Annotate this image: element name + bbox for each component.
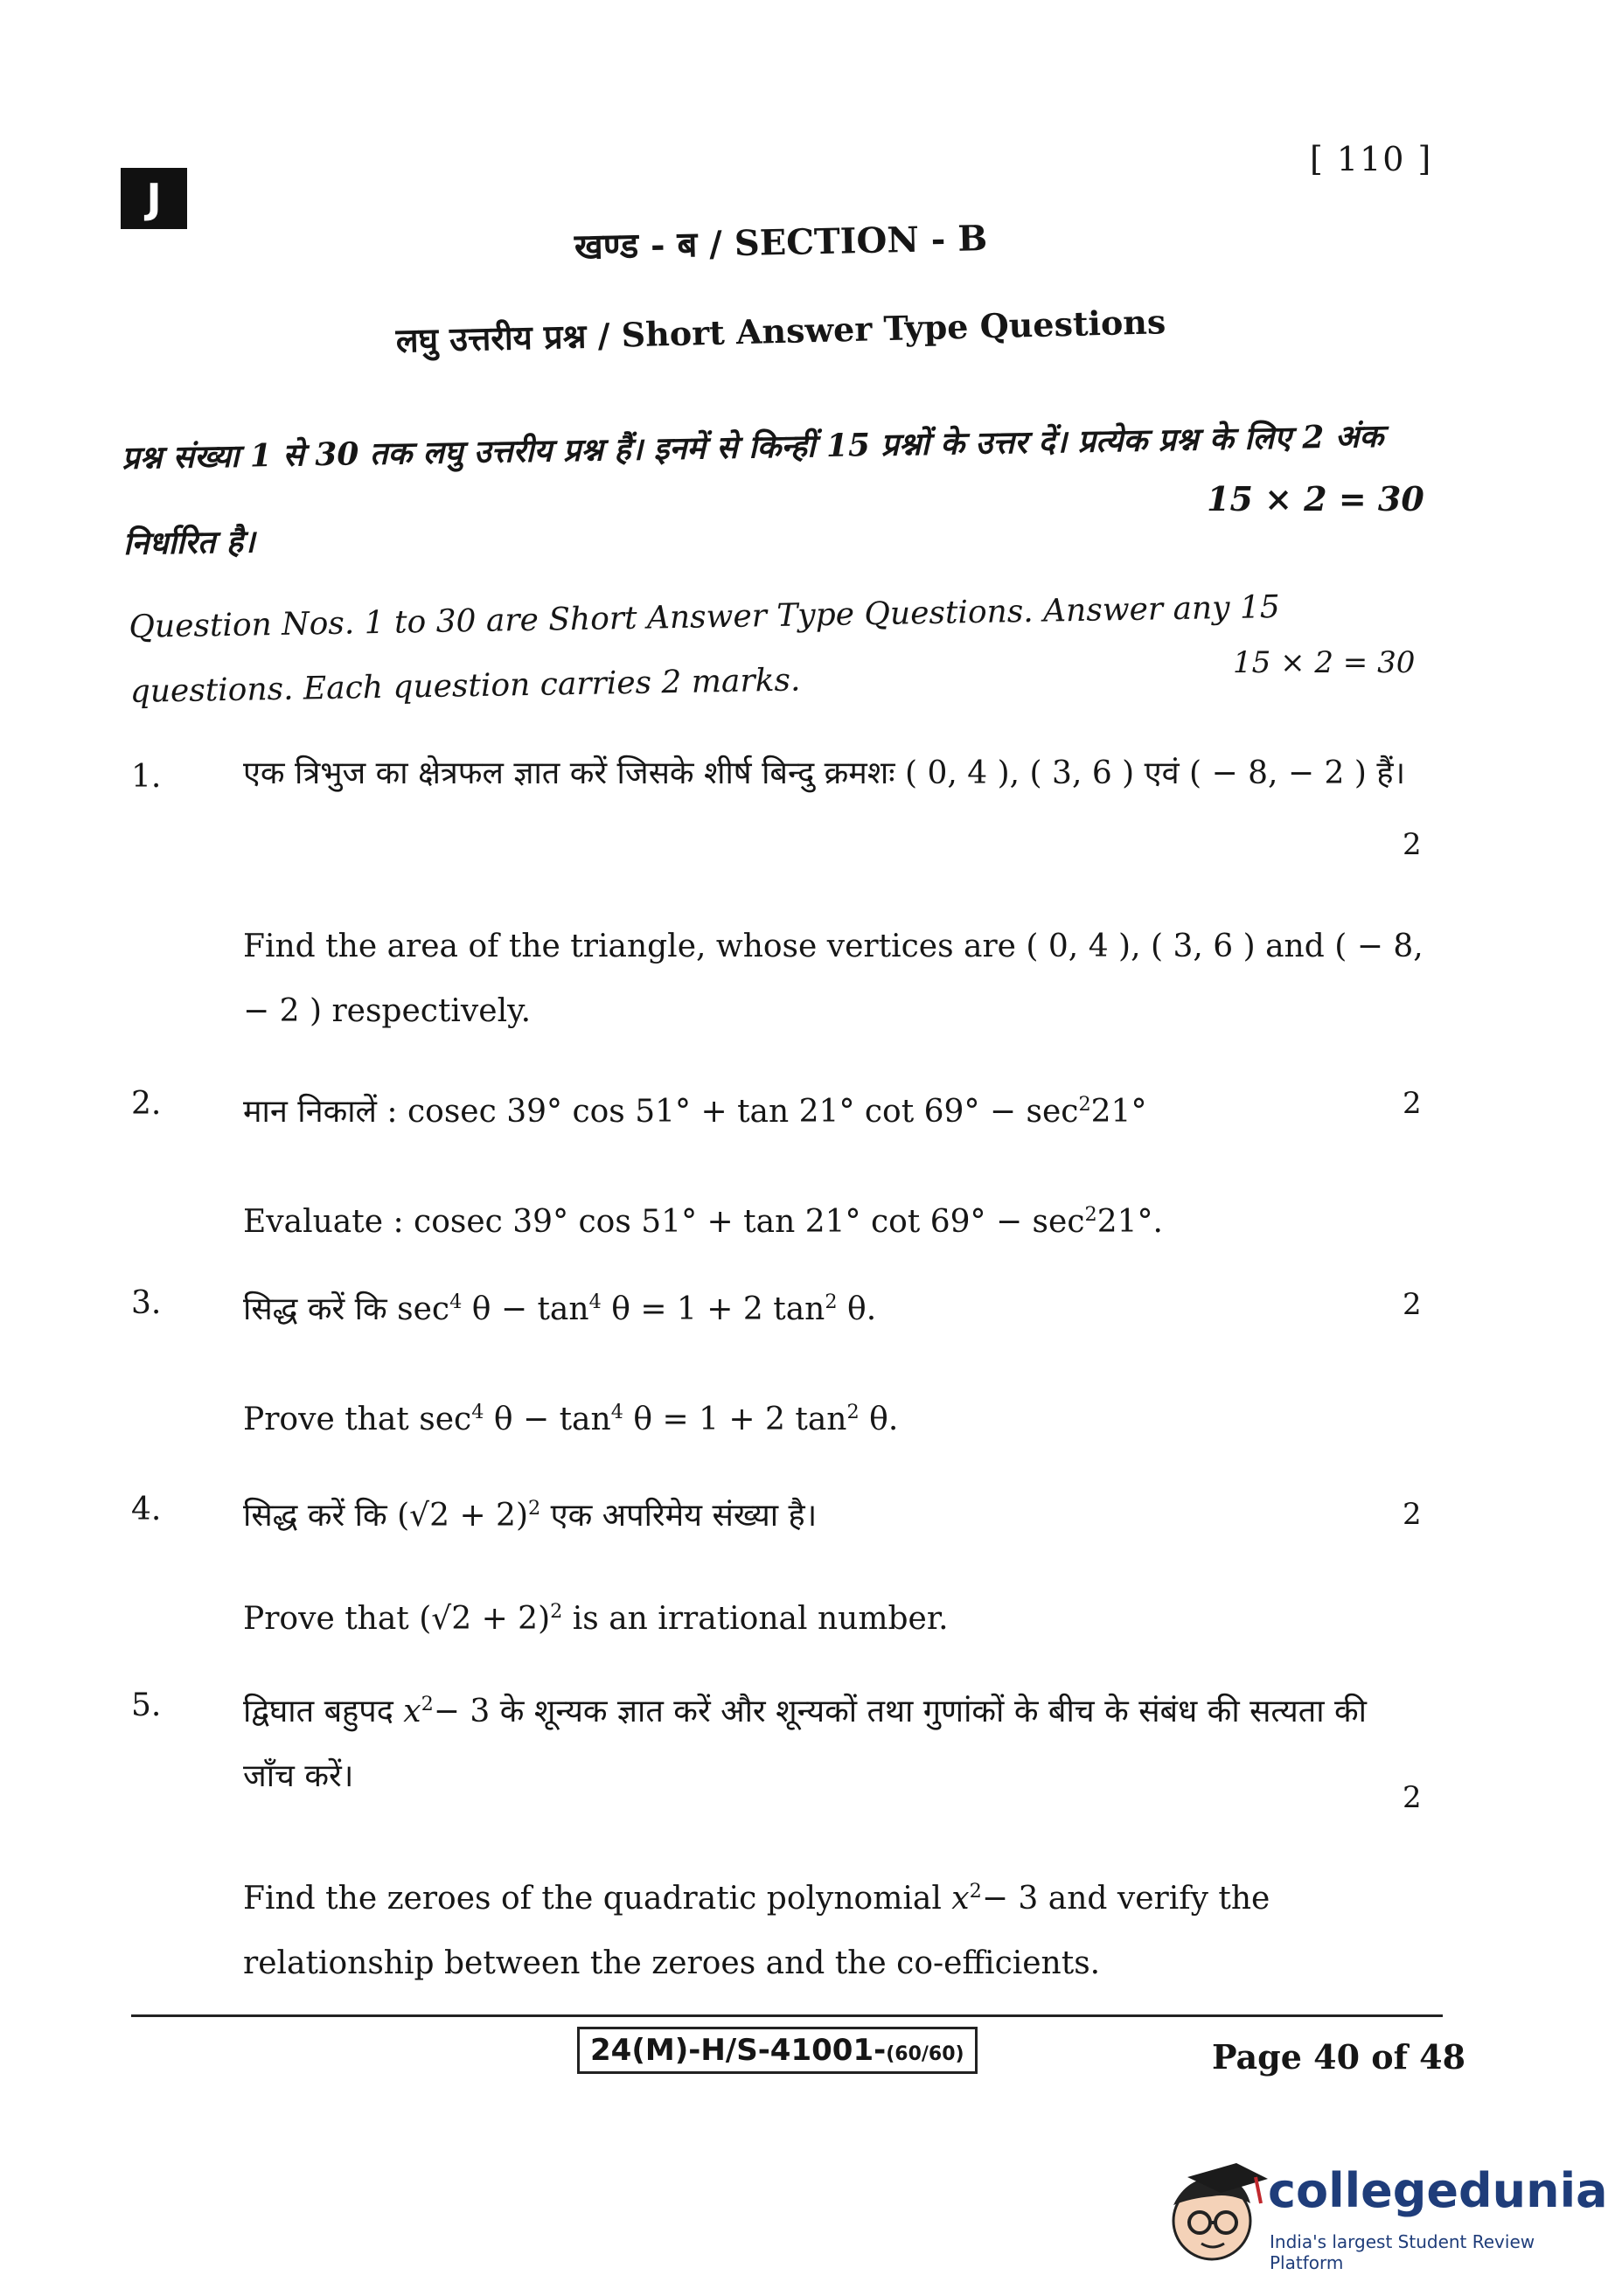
q3-expr-part: θ = 1 + 2 tan: [611, 1291, 825, 1327]
q3-expr-part: θ − tan: [471, 1291, 589, 1327]
page-number: Page 40 of 48: [1212, 2037, 1466, 2077]
question-marks: 2: [1403, 1086, 1422, 1121]
section-title: खण्ड - ब / SECTION - B: [574, 218, 988, 268]
english-marks-note: 15 × 2 = 30: [1233, 645, 1416, 680]
q3-expr-part: θ − tan: [493, 1402, 611, 1437]
question-number: 3.: [131, 1285, 162, 1321]
english-instructions-text: Question Nos. 1 to 30 are Short Answer Type Questions. Answer any 15 questions. Each question carries 2 marks.: [129, 588, 1281, 710]
watermark-tagline: India's largest Student Review Platform: [1270, 2231, 1535, 2273]
question-2-english: [243, 1182, 1424, 1255]
q5-poly-rest: − 3: [433, 1694, 491, 1729]
section-subtitle: लघु उत्तरीय प्रश्न / Short Answer Type Questions: [395, 302, 1166, 360]
set-code-badge: J: [121, 168, 187, 229]
question-number: 1.: [131, 759, 162, 795]
q3-expr-part: sec: [397, 1291, 450, 1327]
q3-exp: 4: [449, 1291, 463, 1313]
q5-english-part: Find the zeroes of the quadratic polynomial: [243, 1881, 942, 1917]
question-4-hindi: [243, 1476, 1424, 1548]
q2-exponent: 2: [1078, 1093, 1091, 1116]
hindi-marks-note: 15 × 2 = 30: [1207, 479, 1424, 518]
q3-exp: 4: [610, 1401, 623, 1423]
q2-hindi-prefix: मान निकालें :: [243, 1094, 398, 1130]
q3-exp: 4: [588, 1291, 602, 1313]
question-marks: 2: [1403, 1287, 1422, 1322]
q3-expr-part: θ = 1 + 2 tan: [633, 1402, 847, 1437]
q4-english-prefix: Prove that: [243, 1601, 409, 1637]
paper-number: [ 110 ]: [1310, 140, 1433, 178]
q5-hindi-part: के शून्यक ज्ञात करें और शून्यकों तथा गुणांकों के बीच के संबंध की सत्यता की जाँच करें।: [243, 1694, 1367, 1794]
q5-poly-exp: 2: [421, 1693, 434, 1715]
q3-english-prefix: Prove that: [243, 1402, 409, 1437]
q3-hindi-prefix: सिद्ध करें कि: [243, 1291, 387, 1327]
q4-exponent: 2: [550, 1600, 563, 1623]
footer-divider: [131, 2014, 1443, 2017]
q3-expr-part: sec: [419, 1402, 472, 1437]
q4-hindi-suffix: एक अपरिमेय संख्या है।: [550, 1498, 818, 1534]
question-5-hindi: [243, 1672, 1424, 1809]
q3-exp: 4: [471, 1401, 484, 1423]
paper-code: [577, 2027, 978, 2074]
q4-exponent: 2: [528, 1497, 541, 1520]
question-marks: 2: [1403, 827, 1422, 862]
question-3-english: [243, 1380, 1424, 1452]
question-number: 4.: [131, 1492, 162, 1527]
q2-expression: cosec 39° cos 51° + tan 21° cot 69° − sec: [407, 1094, 1079, 1130]
question-5-english: [243, 1859, 1424, 1996]
question-marks: 2: [1403, 1497, 1422, 1532]
paper-code-suffix: (60/60): [886, 2043, 964, 2065]
q5-hindi-part: द्विघात बहुपद: [243, 1694, 393, 1729]
q5-poly-exp: 2: [969, 1880, 982, 1903]
hindi-instructions-text: प्रश्न संख्या 1 से 30 तक लघु उत्तरीय प्रश्न हैं। इनमें से किन्हीं 15 प्रश्नों के उत्तर दें। प्रत्येक प्रश्न के लिए 2 अंक निर्धारित है।: [121, 417, 1384, 562]
q2-exponent: 2: [1084, 1203, 1097, 1226]
paper-code-main: 24(M)-H/S-41001-: [590, 2033, 887, 2068]
q4-english-suffix: is an irrational number.: [572, 1601, 949, 1637]
q3-exp: 2: [846, 1401, 860, 1423]
question-1-english: Find the area of the triangle, whose vertices are ( 0, 4 ), ( 3, 6 ) and ( − 8, − 2 ) respectively.: [243, 929, 1424, 1029]
q5-english-part: and verify the relationship between the zeroes and the co-efficients.: [243, 1881, 1270, 1981]
q5-poly-x: x: [403, 1694, 421, 1729]
question-4-english: [243, 1579, 1424, 1652]
q3-expr-part: θ.: [869, 1402, 899, 1437]
question-3-hindi: [243, 1270, 1424, 1342]
q4-hindi-prefix: सिद्ध करें कि: [243, 1498, 387, 1534]
question-2-hindi: [243, 1072, 1424, 1145]
q4-expression: (√2 + 2): [419, 1601, 551, 1637]
q2-expression-end: 21°: [1090, 1094, 1147, 1130]
question-number: 2.: [131, 1086, 162, 1122]
q3-expr-part: θ.: [847, 1291, 877, 1327]
q5-poly-x: x: [951, 1881, 970, 1917]
q4-expression: (√2 + 2): [397, 1498, 528, 1534]
q5-poly-rest: − 3: [981, 1881, 1039, 1917]
question-marks: 2: [1403, 1780, 1422, 1815]
q2-english-prefix: Evaluate :: [243, 1204, 404, 1240]
question-1-hindi: एक त्रिभुज का क्षेत्रफल ज्ञात करें जिसके शीर्ष बिन्दु क्रमशः ( 0, 4 ), ( 3, 6 ) एवं ( − 8, − 2 ) हैं।: [243, 755, 1406, 791]
q2-expression: cosec 39° cos 51° + tan 21° cot 69° − sec: [414, 1204, 1085, 1240]
q3-exp: 2: [825, 1291, 838, 1313]
watermark-name: collegedunia: [1268, 2163, 1608, 2218]
english-instructions: [129, 573, 1424, 725]
q2-expression-end: 21°.: [1096, 1204, 1163, 1240]
question-number: 5.: [131, 1687, 162, 1723]
